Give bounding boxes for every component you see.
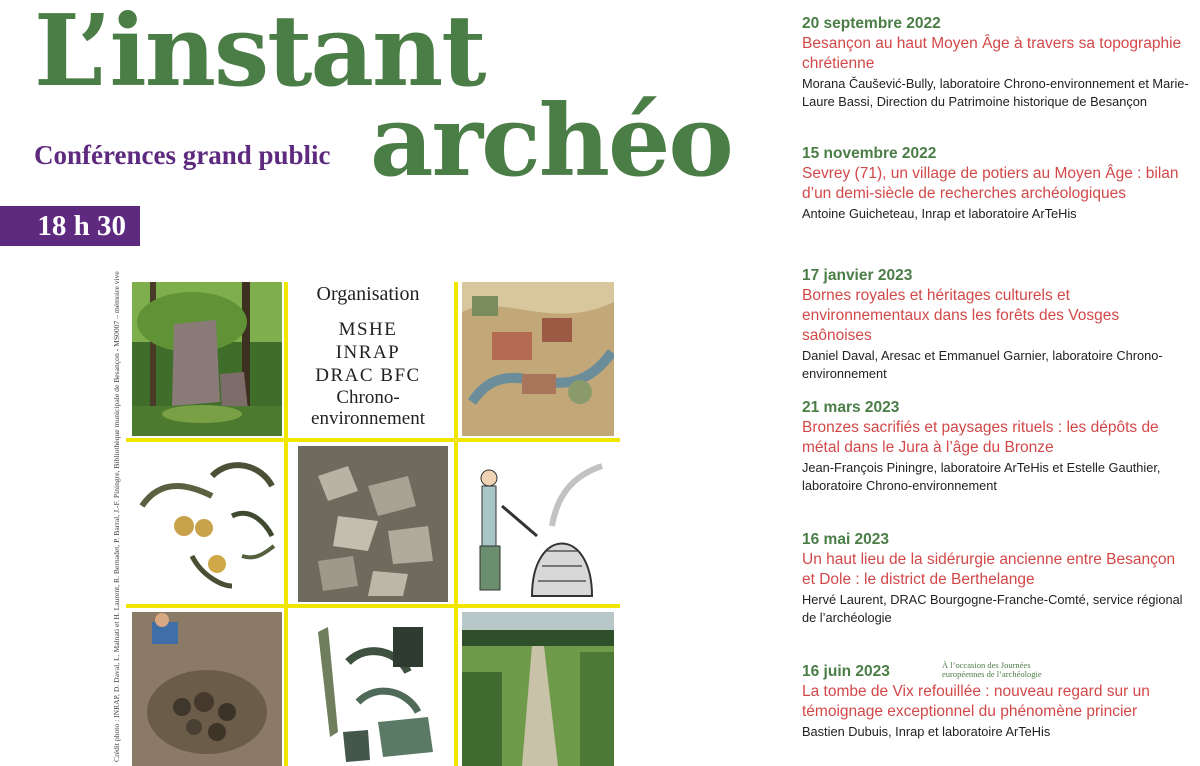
event-speakers: Morana Čaušević-Bully, laboratoire Chrono-environnement et Marie-Laure Bassi, Direction du Patrimoine historique de Besançon [802,76,1189,109]
medieval-town-map-photo [462,282,614,436]
partner-drac: DRAC BFC [315,365,421,386]
photo-grid [126,278,620,766]
event-title: Bronzes sacrifiés et paysages rituels : les dépôts de métal dans le Jura à l’âge du Bronze [802,419,1159,456]
event-date: 15 novembre 2022 [802,145,937,162]
event-speakers: Jean-François Piningre, laboratoire ArTeHis et Estelle Gauthier, laboratoire Chrono-environnement [802,460,1161,493]
bronze-metal-deposit-photo [298,612,448,766]
event-item [802,266,1192,383]
iron-furnace-illustration [462,446,614,602]
event-date: 16 juin 2023 [802,663,890,680]
photo-credit: Crédit photo : INRAP, D. Daval, L. Malnati et H. Laurent, R. Bernadet, P. Barral, J.-F. Piningre, Bibliothèque municipale de Besançon - MS0007 – mémoire vive [112,271,121,762]
event-date: 17 janvier 2023 [802,267,913,284]
organisation-title: Organisation [316,283,420,305]
grid-line [126,438,620,442]
partner-inrap: INRAP [335,342,401,363]
event-date: 20 septembre 2022 [802,15,941,32]
event-item [802,14,1192,111]
event-title: Un haut lieu de la sidérurgie ancienne entre Besançon et Dole : le district de Berthelange [802,551,1176,588]
event-title: Besançon au haut Moyen Âge à travers sa topographie chrétienne [802,35,1182,72]
event-date: 16 mai 2023 [802,531,890,548]
event-title: Bornes royales et héritages culturels et environnementaux dans les forêts des Vosges saônoises [802,287,1120,344]
event-item [802,144,1192,223]
event-item [802,398,1192,495]
pottery-shards-excavation-photo [298,446,448,602]
partner-mshe: MSHE [338,319,398,340]
grid-line [454,282,458,766]
time-badge: 18 h 30 [0,206,140,246]
event-speakers: Hervé Laurent, DRAC Bourgogne-Franche-Comté, service régional de l’archéologie [802,592,1183,625]
event-speakers: Daniel Daval, Aresac et Emmanuel Garnier, laboratoire Chrono-environnement [802,348,1163,381]
event-title: La tombe de Vix refouillée : nouveau regard sur un témoignage exceptionnel du phénomène princier [802,683,1150,720]
event-speakers: Bastien Dubuis, Inrap et laboratoire ArTeHis [802,724,1051,739]
event-note: À l’occasion des Journées européennes de l’archéologie [942,660,1042,679]
boundary-stone-forest-photo [132,282,282,436]
grid-line [284,282,288,766]
bronze-fibulae-photo [132,446,282,602]
aerial-field-excavation-photo [462,612,614,766]
event-speakers: Antoine Guicheteau, Inrap et laboratoire ArTeHis [802,206,1077,221]
grid-line [126,604,620,608]
subtitle: Conférences grand public [34,140,331,170]
organisation-block [290,280,446,436]
archaeologist-excavating-photo [132,612,282,766]
title-line-1: L’instant [34,0,485,109]
event-title: Sevrey (71), un village de potiers au Moyen Âge : bilan d’un demi-siècle de recherches archéologiques [802,165,1179,202]
event-date: 21 mars 2023 [802,399,900,416]
event-item [802,530,1192,627]
event-item [802,662,1192,741]
title-line-2: archéo [370,84,732,199]
partner-chrono-environnement: Chrono-environnement [311,387,425,429]
